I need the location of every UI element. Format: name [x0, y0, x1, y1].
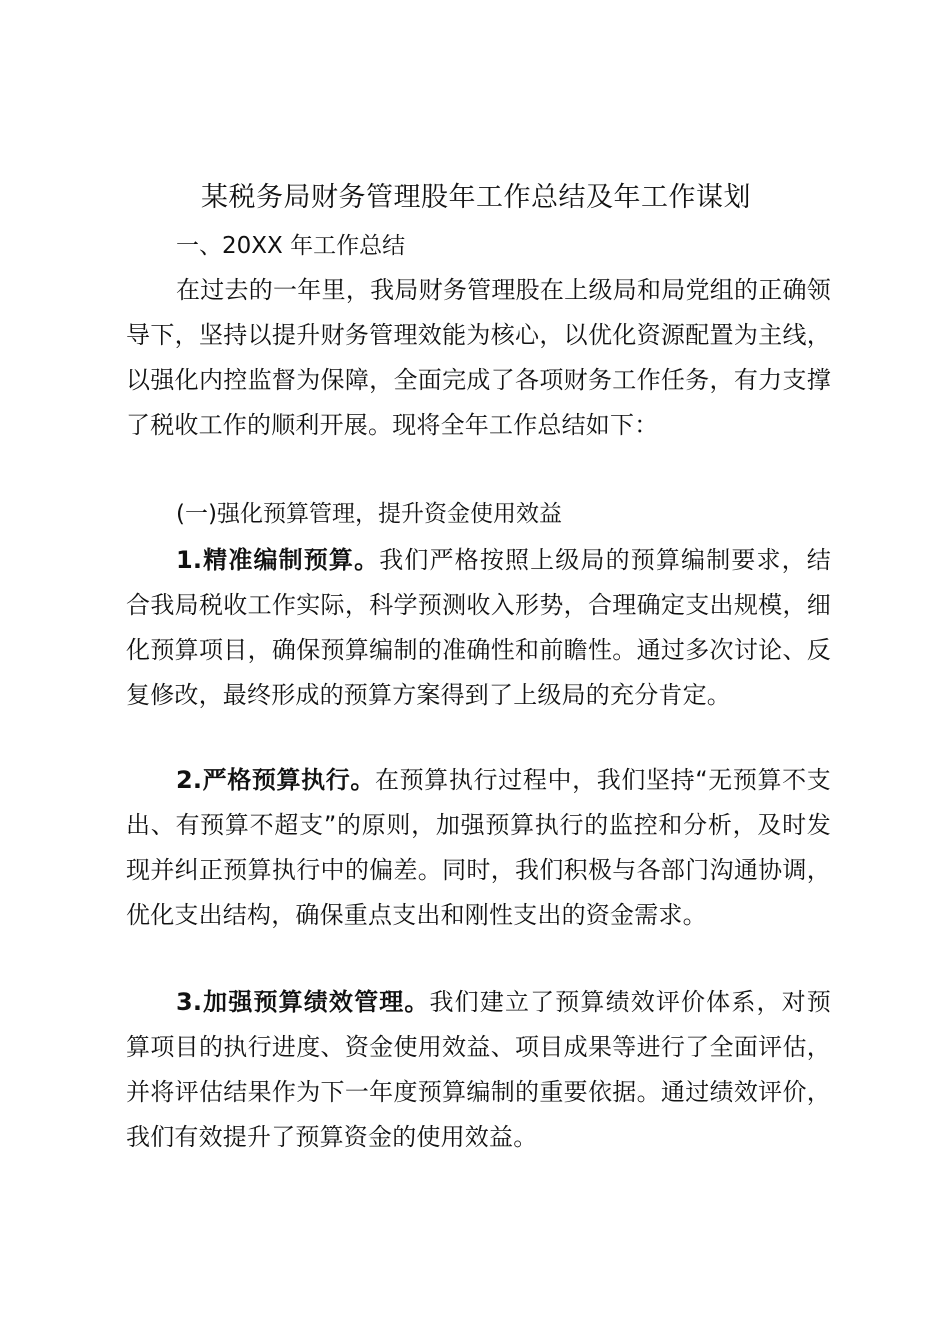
document-title: 某税务局财务管理股年工作总结及年工作谋划 [201, 182, 751, 213]
item-lead: 2.严格预算执行。 [176, 766, 376, 794]
section-heading: 一、20XX 年工作总结 [176, 233, 406, 259]
item-paragraph [126, 980, 831, 1160]
item-lead: 1.精准编制预算。 [176, 546, 380, 574]
item-paragraph [126, 758, 831, 938]
item-text: 我们严格按照上级局的预算编制要求，结合我局税收工作实际，科学预测收入形势，合理确定支出规模，细化预算项目，确保预算编制的准确性和前瞻性。通过多次讨论、反复修改，最终形成的预算方案得到了上级局的充分肯定。 [126, 546, 831, 709]
subsection-heading: (一)强化预算管理，提升资金使用效益 [176, 501, 562, 527]
item-text: 我们建立了预算绩效评价体系，对预算项目的执行进度、资金使用效益、项目成果等进行了全面评估，并将评估结果作为下一年度预算编制的重要依据。通过绩效评价，我们有效提升了预算资金的使用效益。 [126, 988, 831, 1151]
item-lead: 3.加强预算绩效管理。 [176, 988, 430, 1016]
item-text: 在预算执行过程中，我们坚持“无预算不支出、有预算不超支”的原则，加强预算执行的监控和分析，及时发现并纠正预算执行中的偏差。同时，我们积极与各部门沟通协调，优化支出结构，确保重点支出和刚性支出的资金需求。 [126, 766, 831, 929]
item-paragraph [126, 538, 831, 718]
intro-paragraph: 在过去的一年里，我局财务管理股在上级局和局党组的正确领导下，坚持以提升财务管理效能为核心，以优化资源配置为主线，以强化内控监督为保障，全面完成了各项财务工作任务，有力支撑了税收工作的顺利开展。现将全年工作总结如下： [126, 276, 831, 439]
